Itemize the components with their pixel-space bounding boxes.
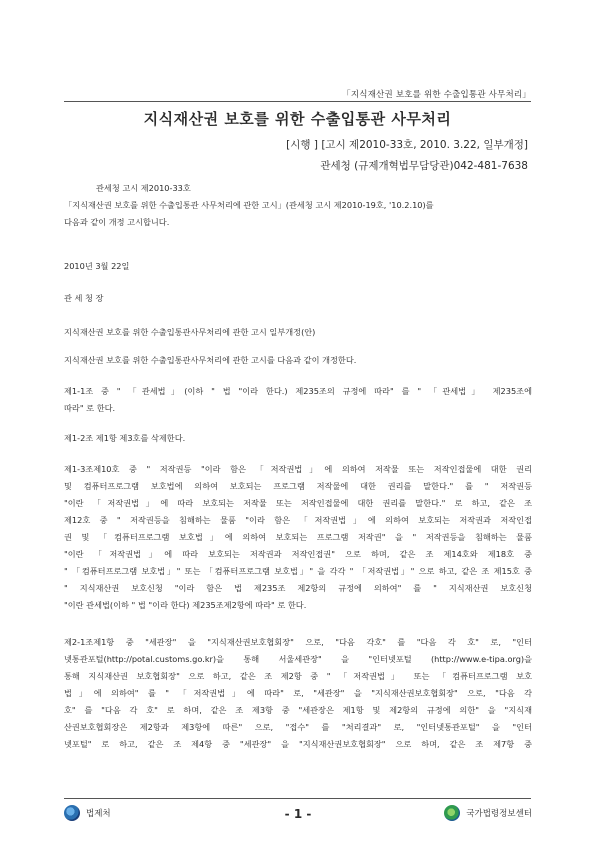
article-line: 권 및 「컴퓨터프로그램 보호법」에 의하여 보호되는 프로그램 저작권" 을 " 저작권등을 침해하는 물품 xyxy=(64,532,532,542)
page-footer xyxy=(64,805,532,827)
issuer: 관 세 청 장 xyxy=(64,293,104,303)
article-line: "이란 「저작권법」에 따라 보호되는 저작권과 저작인접권" 으로 하며, 같은 조 제14호와 제18호 중 xyxy=(64,549,532,559)
article-line: 및 컴퓨터프로그램 보호법에 의하여 보호되는 프로그램 저작물에 대한 권리를 말한다." 를 " 저작권등 xyxy=(64,481,532,491)
doc-title: 지식재산권 보호를 위한 수출입통관 사무처리 xyxy=(143,110,452,128)
enactment-info: [시행 ] [고시 제2010-33호, 2010. 3.22, 일부개정] xyxy=(286,139,528,151)
article-line: 제12호 중 " 저작권등을 침해하는 물품 "이라 함은 「저작권법」에 의하여 보호되는 저작권과 저작인접 xyxy=(64,515,532,525)
article-line: " 지식재산권 보호신청 "이라 함은 법 제235조 제2항의 규정에 의하여" 를 " 지식재산권 보호신청 xyxy=(64,583,532,593)
article-line: 제1-1조 중 " 「관세법」(이하 " 법 "이라 한다.) 제235조의 규정에 따라" 를 " 「관세법」 제235조에 xyxy=(64,386,532,396)
amendment-heading: 지식재산권 보호를 위한 수출입통관사무처리에 관한 고시 일부개정(안) xyxy=(64,327,316,337)
notice-number: 관세청 고시 제2010-33호 xyxy=(96,183,191,193)
article-line: 넷통관포털(http://potal.customs.go.kr)을 통해 서울세관장" 을 "인터넷포털 (http://www.e-tipa.org)을 xyxy=(64,654,532,664)
article-line: "이란 관세법(이하 " 법 "이라 한다) 제235조제2항에 따라" 로 한다. xyxy=(64,600,307,610)
header-rule xyxy=(64,101,531,102)
law-center-logo-icon xyxy=(444,805,460,821)
footer-left-label: 법제처 xyxy=(86,809,111,819)
article-1-3 xyxy=(64,461,532,614)
notice-date: 2010년 3월 22일 xyxy=(64,261,130,271)
body-top xyxy=(64,180,532,231)
intro-line: 다음과 같이 개정 고시합니다. xyxy=(64,217,170,227)
article-line: 따라" 로 한다. xyxy=(64,403,116,413)
article-line: 법」에 의하여" 를 " 「저작권법」에 따라" 로, "세관장" 을 "지식재산권보호협회장" 으로, "다음 각 xyxy=(64,688,532,698)
intro-line: 「지식재산권 보호를 위한 수출입통관 사무처리에 관한 고시」(관세청 고시 제2010-19호, '10.2.10)를 xyxy=(64,200,434,210)
article-line: 통해 지식재산권 보호협회장" 으로 하고, 같은 조 제2항 중 " 「저작권법」 또는 「컴퓨터프로그램 보호 xyxy=(64,671,532,681)
footer-right xyxy=(444,805,532,821)
lead-sentence: 지식재산권 보호를 위한 수출입통관사무처리에 관한 고시를 다음과 같이 개정한다. xyxy=(64,355,357,365)
agency-contact: 관세청 (규제개혁법무담당관)042-481-7638 xyxy=(320,160,528,172)
footer-right-label: 국가법령정보센터 xyxy=(466,809,532,819)
page-number: - 1 - xyxy=(284,807,312,821)
article-1-1 xyxy=(64,383,532,417)
footer-rule xyxy=(64,798,531,799)
article-line: " 「컴퓨터프로그램 보호법」" 또는 「컴퓨터프로그램 보호법」" 을 각각 " 「저작권법」" 으로 하고, 같은 조 제15호 중 xyxy=(64,566,532,576)
article-line: 호" 를 "다음 각 호" 로 하며, 같은 조 제3항 중 "세관장은 제1항 및 제2항의 규정에 의한" 을 "지식재 xyxy=(64,705,532,715)
article-line: 넷포털" 로 하고, 같은 조 제4항 중 "세관장" 을 "지식재산권보호협회장" 으로 하며, 같은 조 제7항 중 xyxy=(64,739,532,749)
article-line: 제2-1조제1항 중 "세관장" 을 "지식재산권보호협회장" 으로, "다음 각호" 를 "다음 각 호" 로, "인터 xyxy=(64,637,533,647)
running-title: 「지식재산권 보호를 위한 수출입통관 사무처리」 xyxy=(342,90,531,100)
article-line: 산권보호협회장은 제2항과 제3항에 따른" 으로, "접수" 를 "처리결과" 로, "인터넷통관포털" 을 "인터 xyxy=(64,722,532,732)
article-2-1 xyxy=(64,634,532,753)
article-1-2: 제1-2조 제1항 제3호를 삭제한다. xyxy=(64,433,186,443)
article-line: "이란 「저작권법」에 따라 보호되는 저작물 또는 저작인접물에 대한 권리를 말한다." 로 하고, 같은 조 xyxy=(64,498,532,508)
article-line: 제1-3조제10호 중 " 저작권등 "이라 함은 「저작권법」에 의하여 저작물 또는 저작인접물에 대한 권리 xyxy=(64,464,532,474)
